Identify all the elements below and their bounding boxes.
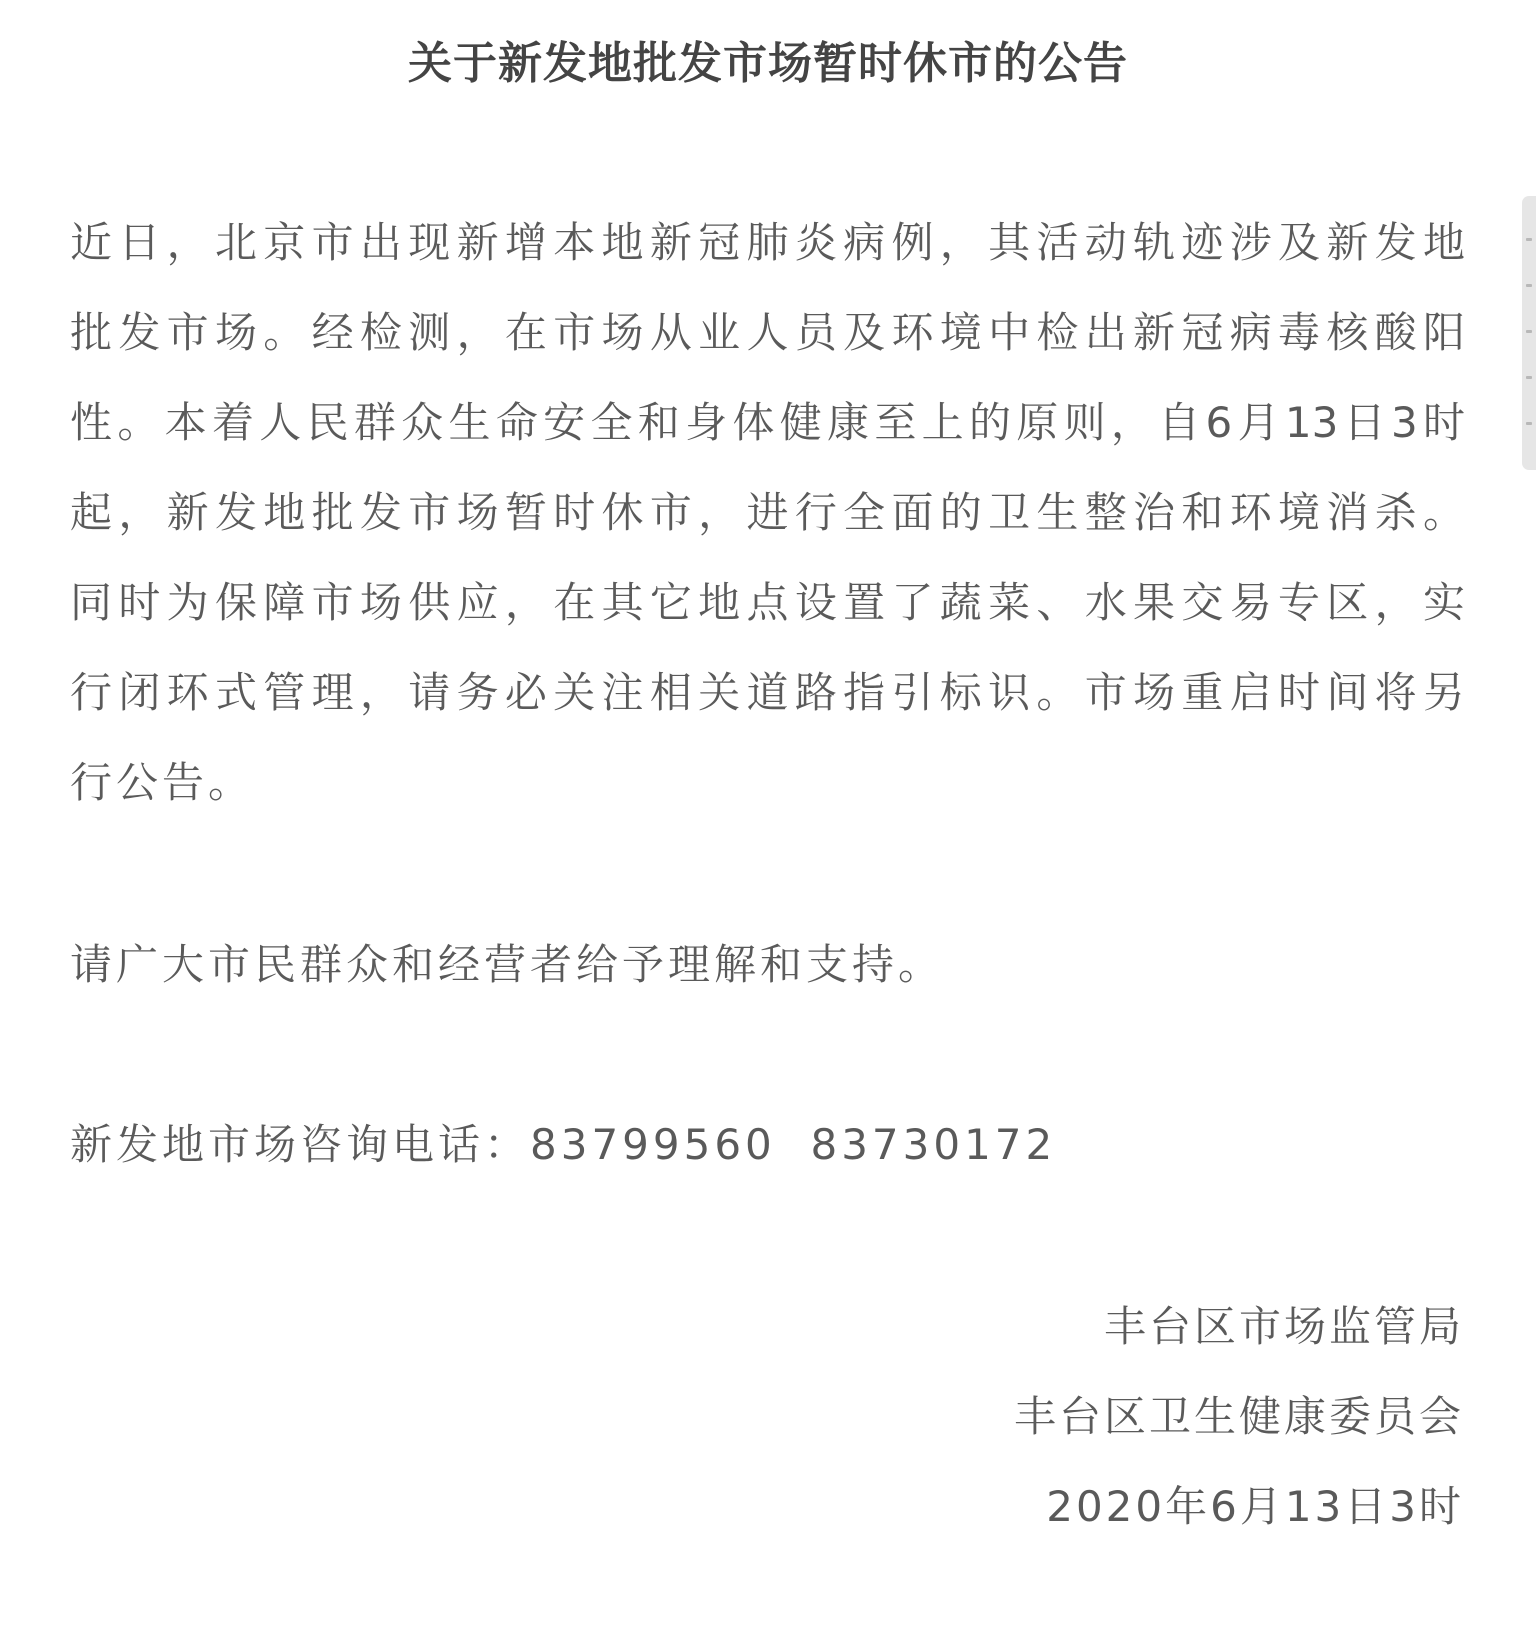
- notice-paragraph-support: 请广大市民群众和经营者给予理解和支持。: [70, 940, 945, 989]
- paragraph-line: 批发市场。经检测，在市场从业人员及环境中检出新冠病毒核酸阳: [70, 308, 1465, 357]
- paragraph-line: 同时为保障市场供应，在其它地点设置了蔬菜、水果交易专区，实: [70, 578, 1465, 627]
- scrollbar-grip-mark: [1526, 376, 1532, 379]
- paragraph-line: 性。本着人民群众生命安全和身体健康至上的原则，自6月13日3时: [70, 398, 1465, 447]
- paragraph-line: 近日，北京市出现新增本地新冠肺炎病例，其活动轨迹涉及新发地: [70, 218, 1465, 267]
- paragraph-line: 行公告。: [70, 758, 255, 807]
- paragraph-line: 起，新发地批发市场暂时休市，进行全面的卫生整治和环境消杀。: [70, 488, 1465, 537]
- signature-org-market-supervision: 丰台区市场监管局: [1103, 1302, 1464, 1351]
- notice-title: 关于新发地批发市场暂时休市的公告: [408, 38, 1128, 89]
- scrollbar-grip-mark: [1526, 422, 1532, 425]
- contact-phone-line: 新发地市场咨询电话：83799560 83730172: [70, 1120, 1057, 1169]
- scrollbar-grip-mark: [1526, 284, 1532, 287]
- scrollbar[interactable]: [1522, 196, 1536, 470]
- signature-org-health-commission: 丰台区卫生健康委员会: [1013, 1392, 1464, 1441]
- signature-date: 2020年6月13日3时: [1046, 1482, 1464, 1531]
- scrollbar-grip-mark: [1526, 238, 1532, 241]
- paragraph-line: 行闭环式管理，请务必关注相关道路指引标识。市场重启时间将另: [70, 668, 1465, 717]
- scrollbar-grip-mark: [1526, 330, 1532, 333]
